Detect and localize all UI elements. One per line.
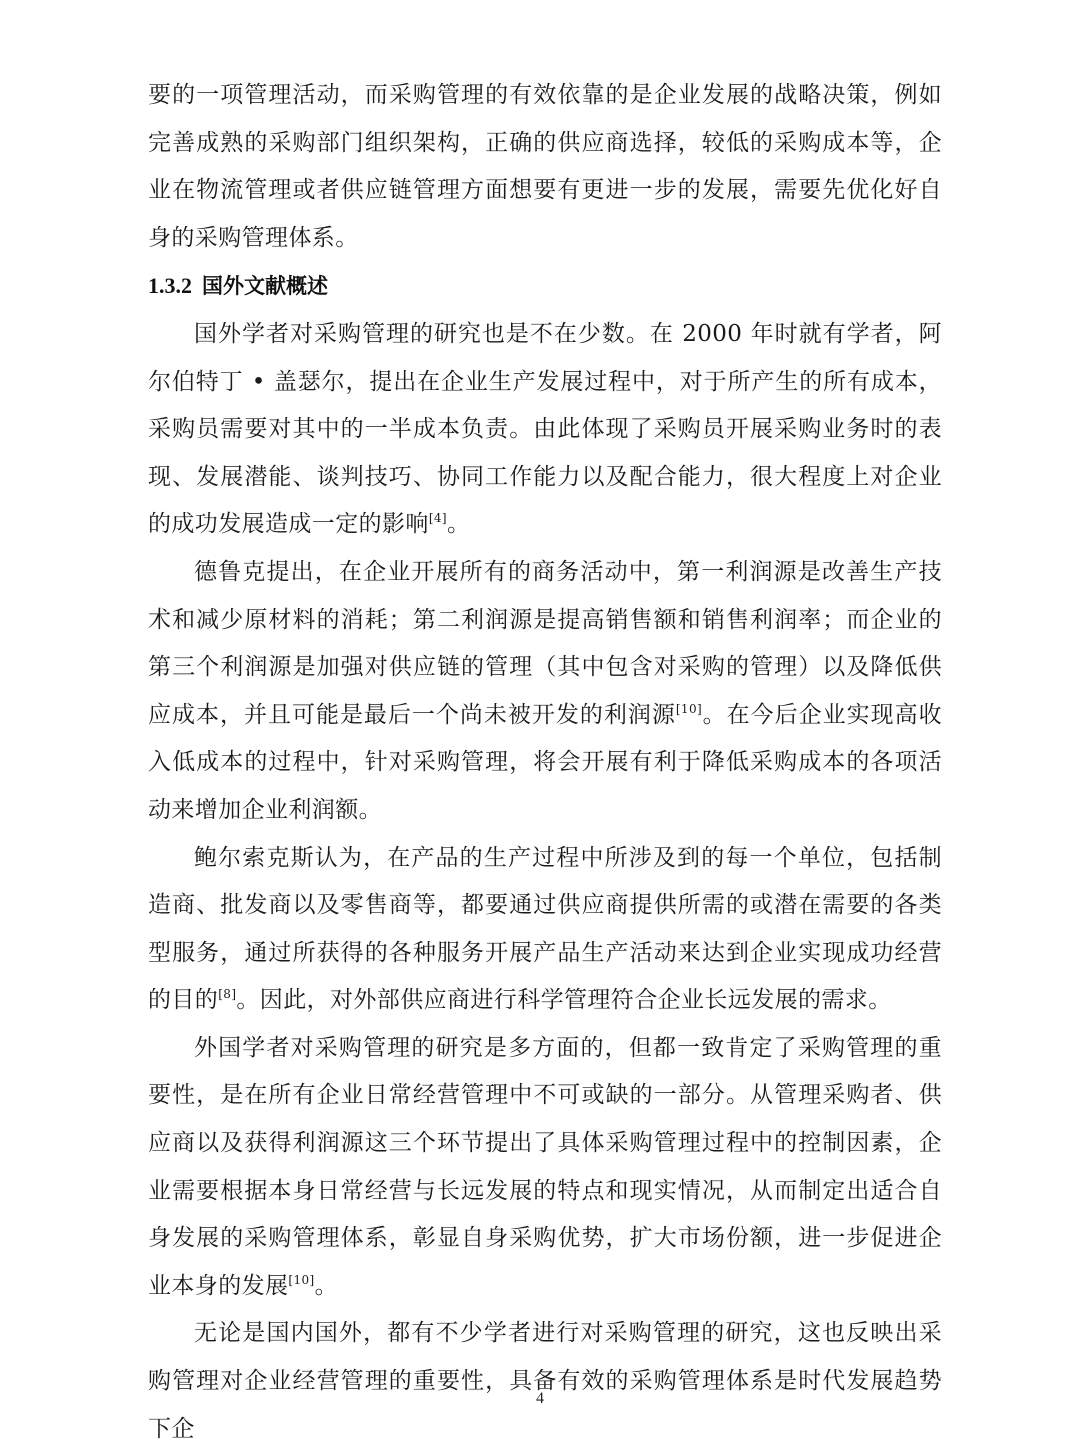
paragraph-text: 鲍尔索克斯认为，在产品的生产过程中所涉及到的每一个单位，包括制造商、批发商以及零售商等，都要通过供应商提供所需的或潜在需要的各类型服务，通过所获得的各种服务开展产品生产活动来达到企业实现成功经营的目的: [148, 844, 942, 1014]
paragraph: [148, 1025, 942, 1311]
section-title: 国外文献概述: [202, 274, 328, 299]
paragraph-tail: 。: [447, 511, 471, 538]
citation-ref: [8]: [218, 987, 237, 1002]
paragraph-tail: 。因此，对外部供应商进行科学管理符合企业长远发展的需求。: [236, 987, 892, 1014]
section-number: 1.3.2: [148, 273, 192, 299]
paragraph: [148, 311, 942, 549]
paragraph-text: 无论是国内国外，都有不少学者进行对采购管理的研究，这也反映出采购管理对企业经营管理的重要性，具备有效的采购管理体系是时代发展趋势下企: [148, 1320, 942, 1442]
paragraph: [148, 1310, 942, 1453]
section-heading: [148, 262, 942, 311]
paragraph-text: 德鲁克提出，在企业开展所有的商务活动中，第一利润源是改善生产技术和减少原材料的消耗；第二利润源是提高销售额和销售利润率；而企业的第三个利润源是加强对供应链的管理（其中包含对采购的管理）以及降低供应成本，并且可能是最后一个尚未被开发的利润源: [148, 558, 942, 728]
paragraph: [148, 549, 942, 835]
paragraph-text: 国外学者对采购管理的研究也是不在少数。在 2000 年时就有学者，阿尔伯特丁 • 盖瑟尔，提出在企业生产发展过程中，对于所产生的所有成本，采购员需要对其中的一半成本负责。由此体现了采购员开展采购业务时的表现、发展潜能、谈判技巧、协同工作能力以及配合能力，很大程度上对企业的成功发展造成一定的影响: [148, 320, 942, 538]
document-page: [148, 72, 942, 1453]
citation-ref: [4]: [428, 511, 448, 526]
paragraph-text: 外国学者对采购管理的研究是多方面的，但都一致肯定了采购管理的重要性，是在所有企业日常经营管理中不可或缺的一部分。从管理采购者、供应商以及获得利润源这三个环节提出了具体采购管理过程中的控制因素，企业需要根据本身日常经营与长远发展的特点和现实情况，从而制定出适合自身发展的采购管理体系，彰显自身采购优势，扩大市场份额，进一步促进企业本身的发展: [148, 1034, 942, 1299]
paragraph: [148, 835, 942, 1025]
paragraph-tail: 。: [314, 1272, 339, 1299]
citation-ref: [10]: [675, 701, 703, 716]
paragraph-tail: 。在今后企业实现高收入低成本的过程中，针对采购管理，将会开展有利于降低采购成本的各项活动来增加企业利润额。: [148, 701, 943, 823]
page-number: 4: [536, 1390, 544, 1407]
continuation-paragraph: 要的一项管理活动，而采购管理的有效依靠的是企业发展的战略决策，例如完善成熟的采购部门组织架构，正确的供应商选择，较低的采购成本等，企业在物流管理或者供应链管理方面想要有更进一步的发展，需要先优化好自身的采购管理体系。: [148, 82, 942, 251]
citation-ref: [10]: [288, 1272, 315, 1287]
